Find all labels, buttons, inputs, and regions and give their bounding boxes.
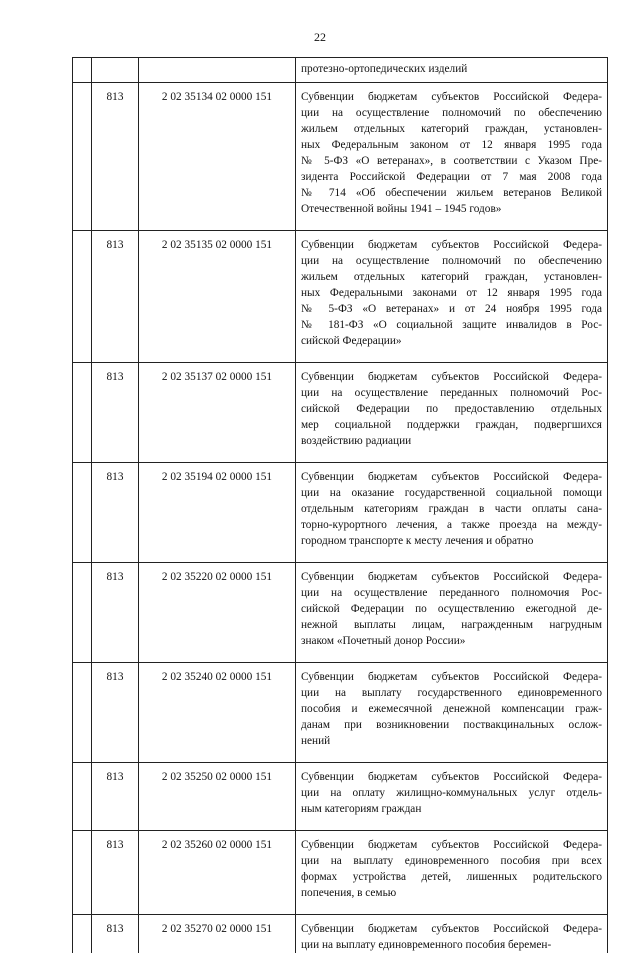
description-line: данам при возникновении поствакцинальных ослож- bbox=[301, 717, 602, 733]
description-line: ции на выплату единовременного пособия при всех bbox=[301, 853, 602, 869]
description-cell bbox=[296, 363, 608, 463]
row-index-cell bbox=[73, 363, 92, 463]
description-line: ции на оплату жилищно-коммунальных услуг отдель- bbox=[301, 785, 602, 801]
row-index-cell bbox=[73, 83, 92, 231]
description-cell bbox=[296, 663, 608, 763]
description-cell bbox=[296, 83, 608, 231]
description-line: попечения, в семью bbox=[301, 885, 602, 901]
description-line: протезно-ортопедических изделий bbox=[301, 61, 602, 77]
budget-code-cell: 2 02 35270 02 0000 151 bbox=[139, 915, 296, 953]
admin-code-cell bbox=[92, 58, 139, 83]
description-line: ции на выплату единовременного пособия беремен- bbox=[301, 937, 602, 953]
description-cell bbox=[296, 763, 608, 831]
description-line: воздействию радиации bbox=[301, 433, 602, 449]
admin-code-cell: 813 bbox=[92, 363, 139, 463]
description-line: мер социальной поддержки граждан, подвергшихся bbox=[301, 417, 602, 433]
description-line: Субвенции бюджетам субъектов Российской Федера- bbox=[301, 469, 602, 485]
description-line: зидента Российской Федерации от 7 мая 2008 года bbox=[301, 169, 602, 185]
row-index-cell bbox=[73, 831, 92, 915]
description-line: ных Федеральным законом от 12 января 1995 года bbox=[301, 137, 602, 153]
description-cell bbox=[296, 563, 608, 663]
table-row bbox=[73, 83, 608, 231]
budget-code-cell: 2 02 35220 02 0000 151 bbox=[139, 563, 296, 663]
description-line: ции на осуществление полномочий по обеспечению bbox=[301, 105, 602, 121]
description-line: торно-курортного лечения, а также проезда на между- bbox=[301, 517, 602, 533]
table-body bbox=[73, 58, 608, 953]
description-line: Субвенции бюджетам субъектов Российской Федера- bbox=[301, 89, 602, 105]
description-line: ции на осуществление полномочий по обеспечению bbox=[301, 253, 602, 269]
description-line: Отечественной войны 1941 – 1945 годов» bbox=[301, 201, 602, 217]
description-line: № 714 «Об обеспечении жильем ветеранов Великой bbox=[301, 185, 602, 201]
table-row bbox=[73, 663, 608, 763]
admin-code-cell: 813 bbox=[92, 831, 139, 915]
description-line: № 181-ФЗ «О социальной защите инвалидов в Рос- bbox=[301, 317, 602, 333]
page-number: 22 bbox=[0, 30, 640, 45]
budget-code-cell: 2 02 35137 02 0000 151 bbox=[139, 363, 296, 463]
description-cell bbox=[296, 58, 608, 83]
description-line: пособия и ежемесячной денежной компенсации граж- bbox=[301, 701, 602, 717]
description-cell bbox=[296, 915, 608, 953]
description-line: Субвенции бюджетам субъектов Российской Федера- bbox=[301, 837, 602, 853]
description-line: нежной выплаты лицам, награжденным нагрудным bbox=[301, 617, 602, 633]
description-cell bbox=[296, 463, 608, 563]
description-line: Субвенции бюджетам субъектов Российской Федера- bbox=[301, 237, 602, 253]
budget-code-cell: 2 02 35135 02 0000 151 bbox=[139, 231, 296, 363]
admin-code-cell: 813 bbox=[92, 463, 139, 563]
description-line: Субвенции бюджетам субъектов Российской Федера- bbox=[301, 921, 602, 937]
table-row bbox=[73, 58, 608, 83]
description-line: нений bbox=[301, 733, 602, 749]
budget-code-cell: 2 02 35260 02 0000 151 bbox=[139, 831, 296, 915]
description-line: жильем отдельных категорий граждан, установлен- bbox=[301, 121, 602, 137]
description-line: Субвенции бюджетам субъектов Российской Федера- bbox=[301, 569, 602, 585]
admin-code-cell: 813 bbox=[92, 663, 139, 763]
table-row bbox=[73, 763, 608, 831]
row-index-cell bbox=[73, 663, 92, 763]
description-line: городном транспорте к месту лечения и обратно bbox=[301, 533, 602, 549]
description-line: ции на оказание государственной социальной помощи bbox=[301, 485, 602, 501]
row-index-cell bbox=[73, 563, 92, 663]
budget-codes-table bbox=[72, 57, 608, 953]
row-index-cell bbox=[73, 763, 92, 831]
admin-code-cell: 813 bbox=[92, 563, 139, 663]
description-line: Субвенции бюджетам субъектов Российской Федера- bbox=[301, 769, 602, 785]
description-line: ции на осуществление переданных полномочий Рос- bbox=[301, 385, 602, 401]
description-line: Субвенции бюджетам субъектов Российской Федера- bbox=[301, 369, 602, 385]
table-row bbox=[73, 363, 608, 463]
row-index-cell bbox=[73, 58, 92, 83]
description-line: жильем отдельных категорий граждан, установлен- bbox=[301, 269, 602, 285]
description-line: № 5-ФЗ «О ветеранах» и от 24 ноября 1995 года bbox=[301, 301, 602, 317]
table-row bbox=[73, 231, 608, 363]
description-line: отдельным категориям граждан в части оплаты сана- bbox=[301, 501, 602, 517]
budget-code-cell: 2 02 35240 02 0000 151 bbox=[139, 663, 296, 763]
admin-code-cell: 813 bbox=[92, 83, 139, 231]
admin-code-cell: 813 bbox=[92, 763, 139, 831]
table-row bbox=[73, 463, 608, 563]
description-line: сийской Федерации» bbox=[301, 333, 602, 349]
budget-code-cell: 2 02 35134 02 0000 151 bbox=[139, 83, 296, 231]
description-line: ных Федеральными законами от 12 января 1995 года bbox=[301, 285, 602, 301]
description-line: Субвенции бюджетам субъектов Российской Федера- bbox=[301, 669, 602, 685]
description-line: ции на осуществление переданного полномочия Рос- bbox=[301, 585, 602, 601]
description-line: ным категориям граждан bbox=[301, 801, 602, 817]
table-row bbox=[73, 563, 608, 663]
description-line: сийской Федерации по предоставлению отдельных bbox=[301, 401, 602, 417]
admin-code-cell: 813 bbox=[92, 231, 139, 363]
description-line: знаком «Почетный донор России» bbox=[301, 633, 602, 649]
description-cell bbox=[296, 831, 608, 915]
row-index-cell bbox=[73, 915, 92, 953]
table-row bbox=[73, 831, 608, 915]
description-cell bbox=[296, 231, 608, 363]
budget-code-cell: 2 02 35250 02 0000 151 bbox=[139, 763, 296, 831]
budget-code-cell bbox=[139, 58, 296, 83]
table-row bbox=[73, 915, 608, 953]
row-index-cell bbox=[73, 231, 92, 363]
description-line: сийской Федерации по осуществлению ежегодной де- bbox=[301, 601, 602, 617]
admin-code-cell: 813 bbox=[92, 915, 139, 953]
budget-code-cell: 2 02 35194 02 0000 151 bbox=[139, 463, 296, 563]
row-index-cell bbox=[73, 463, 92, 563]
description-line: формах устройства детей, лишенных родительского bbox=[301, 869, 602, 885]
description-line: № 5-ФЗ «О ветеранах», в соответствии с Указом Пре- bbox=[301, 153, 602, 169]
description-line: ции на выплату государственного единовременного bbox=[301, 685, 602, 701]
